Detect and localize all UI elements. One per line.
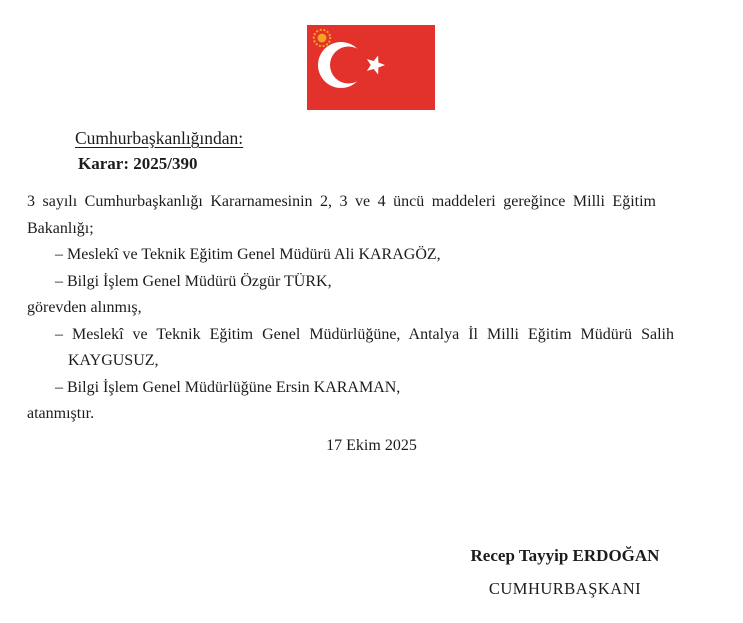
decree-body [27,189,717,428]
body-line: görevden alınmış, [27,299,142,316]
appointment-item-continuation: KAYGUSUZ, [68,352,159,369]
dismissal-item: – Bilgi İşlem Genel Müdürü Özgür TÜRK, [55,272,332,290]
sun-emblem-core [318,34,327,43]
appointment-item: – Meslekî ve Teknik Eğitim Genel Müdürlüğüne, Antalya İl Milli Eğitim Müdürü Salih [55,325,674,343]
turkish-presidential-flag-icon [307,25,435,110]
signer-name: Recep Tayyip ERDOĞAN [470,546,660,565]
signature-block [410,546,720,599]
decision-number: Karar: 2025/390 [78,154,198,173]
appointment-item: – Bilgi İşlem Genel Müdürlüğüne Ersin KARAMAN, [55,378,401,396]
decree-date: 17 Ekim 2025 [326,437,417,454]
body-line: Bakanlığı; [27,219,94,237]
crescent-inner [330,47,367,84]
dismissal-item: – Meslekî ve Teknik Eğitim Genel Müdürü Ali KARAGÖZ, [55,246,441,263]
issuer-heading: Cumhurbaşkanlığından: [75,128,244,148]
body-line: atanmıştır. [27,405,95,422]
signer-title: CUMHURBAŞKANI [488,579,642,598]
body-line: 3 sayılı Cumhurbaşkanlığı Kararnamesinin 2, 3 ve 4 üncü maddeleri gereğince Milli Eğitim [27,193,656,210]
